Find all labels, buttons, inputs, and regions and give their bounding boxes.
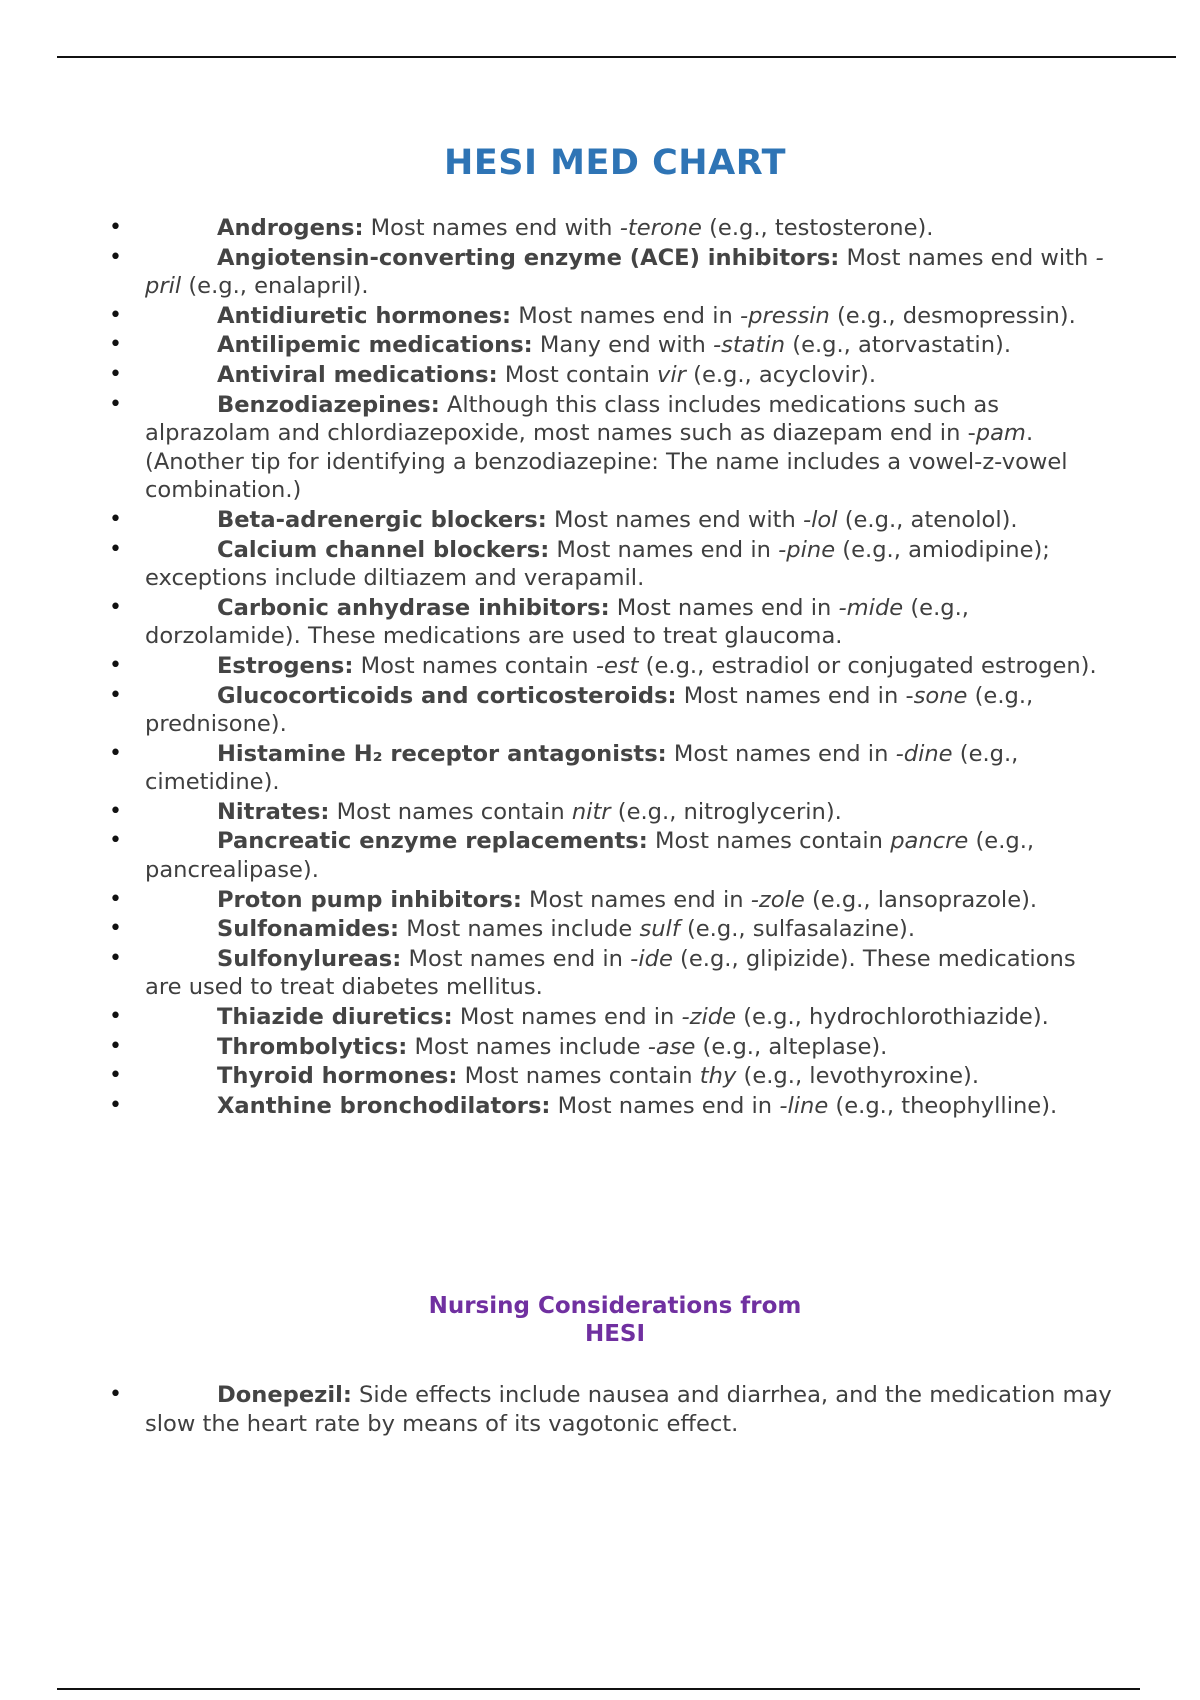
drug-class: Estrogens: [217,652,354,679]
bullet-icon: • [109,1033,122,1059]
drug-class: Benzodiazepines: [217,391,440,418]
list-item: • Nitrates: Most names contain nitr (e.g., nitroglycerin). [109,798,842,825]
drug-class: Pancreatic enzyme replacements: [217,828,648,855]
suffix: -lol [803,506,838,533]
list-item: • Calcium channel blockers: Most names end in -pine (e.g., amiodipine); exceptions include diltiazem and verapamil. [109,536,1050,592]
list-item: • Sulfonylureas: Most names end in -ide (e.g., glipizide). These medications are used to treat diabetes mellitus. [109,945,1076,1001]
bullet-icon: • [109,391,122,417]
bullet-icon: • [109,1092,122,1118]
bullet-icon: • [109,302,122,328]
suffix: -statin [712,332,786,359]
drug-class: Sulfonylureas: [217,945,402,972]
list-item: • Glucocorticoids and corticosteroids: Most names end in -sone (e.g., prednisone). [109,682,1034,738]
list-item: • Thiazide diuretics: Most names end in -zide (e.g., hydrochlorothiazide). [109,1004,1049,1031]
suffix: -mide [838,594,904,621]
list-item: • Angiotensin-converting enzyme (ACE) inhibitors: Most names end with -pril (e.g., enalapril). [109,244,1104,300]
drug-class: Sulfonamides: [217,916,400,943]
drug-name: Donepezil: [217,1382,352,1408]
nursing-considerations-list [109,1381,1119,1439]
suffix: thy [699,1063,737,1090]
list-item: • Antilipemic medications: Many end with -statin (e.g., atorvastatin). [109,332,1012,359]
drug-class: Thyroid hormones: [217,1063,458,1090]
suffix: -pressin [739,302,830,329]
suffix: sone [913,682,968,709]
suffix: -est [595,652,639,679]
drug-class: Thrombolytics: [217,1033,408,1060]
drug-class: Androgens: [217,215,364,241]
bullet-icon: • [109,916,122,942]
med-suffix-list [109,214,1119,1121]
list-item: • Histamine H₂ receptor antagonists: Most names end in -dine (e.g., cimetidine). [109,740,1019,796]
drug-class: Glucocorticoids and corticosteroids: [217,682,677,709]
bullet-icon: • [109,886,122,912]
drug-class: Nitrates: [217,798,330,825]
suffix: -zide [681,1004,737,1031]
list-item: • Antiviral medications: Most contain vir (e.g., acyclovir). [109,361,877,388]
drug-class: Angiotensin-converting enzyme (ACE) inhibitors: [217,244,840,271]
suffix: -ide [630,945,673,972]
suffix: nitr [571,798,611,825]
suffix: pancre [890,828,969,855]
bullet-icon: • [109,244,122,270]
list-item: • Carbonic anhydrase inhibitors: Most names end in -mide (e.g., dorzolamide). These medications are used to treat glaucoma. [109,594,969,650]
bullet-icon: • [109,1063,122,1089]
bullet-icon: • [109,1382,122,1407]
bullet-icon: • [109,594,122,620]
bullet-icon: • [109,652,122,678]
list-item: • Beta-adrenergic blockers: Most names end with -lol (e.g., atenolol). [109,506,1018,533]
drug-class: Proton pump inhibitors: [217,886,522,913]
list-item: • Sulfonamides: Most names include sulf (e.g., sulfasalazine). [109,916,916,943]
bullet-icon: • [109,945,122,971]
list-item: • Thyroid hormones: Most names contain thy (e.g., levothyroxine). [109,1063,980,1090]
list-item: • Androgens: Most names end with -terone (e.g., testosterone). [109,215,934,241]
bullet-icon: • [109,828,122,854]
bullet-icon: • [109,506,122,532]
drug-class: Antilipemic medications: [217,332,533,359]
list-item: • Proton pump inhibitors: Most names end in -zole (e.g., lansoprazole). [109,886,1038,913]
suffix: -zole [750,886,805,913]
suffix: -line [779,1092,829,1119]
suffix: pam [975,420,1026,447]
list-item: • Estrogens: Most names contain -est (e.g., estradiol or conjugated estrogen). [109,652,1097,679]
drug-class: Thiazide diuretics: [217,1004,453,1031]
bullet-icon: • [109,1004,122,1030]
suffix: -pril [145,244,1104,300]
suffix: -dine [895,740,953,767]
page-title: HESI MED CHART [444,143,786,183]
list-item: • Donepezil: Side effects include nausea and diarrhea, and the medication may slow the heart rate by means of its vagotonic effect. [109,1382,1112,1437]
list-item: • Thrombolytics: Most names include -ase (e.g., alteplase). [109,1033,888,1060]
drug-class: Calcium channel blockers: [217,536,550,563]
suffix: vir [657,361,686,388]
bottom-rule [57,1688,1140,1690]
top-rule [57,56,1176,58]
section-heading: Nursing Considerations from HESI [428,1293,802,1347]
suffix: -terone [619,215,702,241]
suffix: -pine [778,536,836,563]
drug-class: Antidiuretic hormones: [217,302,512,329]
drug-class: Carbonic anhydrase inhibitors: [217,594,610,621]
bullet-icon: • [109,740,122,766]
drug-class: Antiviral medications: [217,361,498,388]
drug-class: Xanthine bronchodilators: [217,1092,551,1119]
bullet-icon: • [109,682,122,708]
list-item: • Antidiuretic hormones: Most names end in -pressin (e.g., desmopressin). [109,302,1076,329]
bullet-icon: • [109,536,122,562]
list-item: • Xanthine bronchodilators: Most names end in -line (e.g., theophylline). [109,1092,1058,1119]
suffix: -ase [647,1033,696,1060]
list-item: • Benzodiazepines: Although this class includes medications such as alprazolam and chlordiazepoxide, most names such as diazepam end in -pam. (Another tip for identifying a benzodiazepine: The name includes a vowel-z-vowel combination.) [109,391,1068,504]
bullet-icon: • [109,215,122,240]
drug-class: Beta-adrenergic blockers: [217,506,547,533]
list-item: • Pancreatic enzyme replacements: Most names contain pancre (e.g., pancrealipase). [109,828,1035,884]
bullet-icon: • [109,361,122,387]
bullet-icon: • [109,332,122,358]
bullet-icon: • [109,798,122,824]
suffix: sulf [639,916,680,943]
drug-class: Histamine H₂ receptor antagonists: [217,740,667,767]
